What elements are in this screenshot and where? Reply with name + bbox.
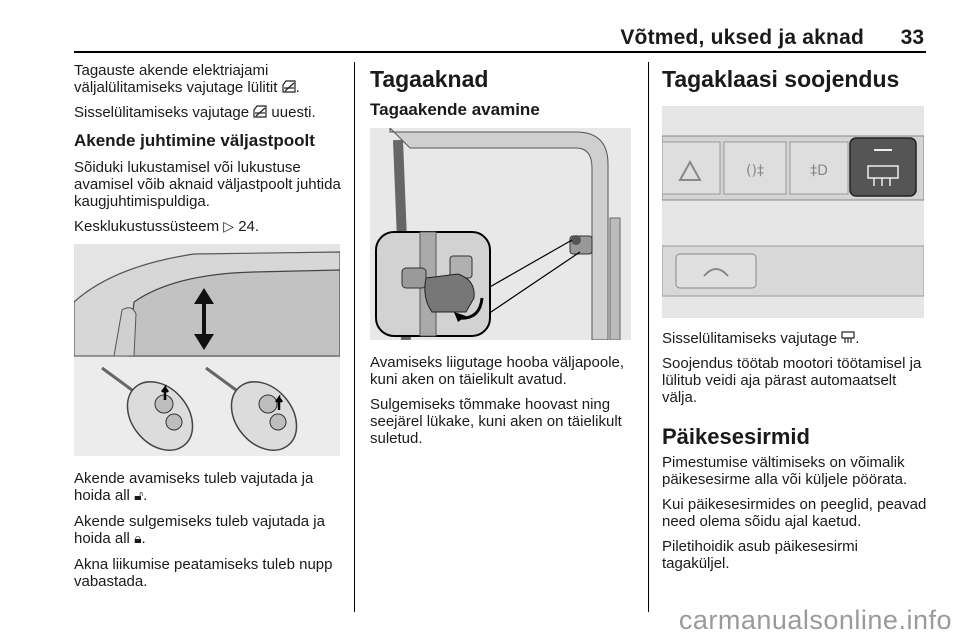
paragraph-central-locking-ref: Kesklukustussüsteem ▷ 24. (74, 218, 260, 235)
paragraph-turn-on-heating: Sisselülitamiseks vajutage . (662, 330, 860, 347)
heading-opening-rear-windows: Tagaakende avamine (370, 100, 540, 119)
paragraph-close-rear-window: Sulgemiseks tõmmake hoovast ning seejärel lükake, kuni aken on täielikult suletud. (370, 396, 622, 447)
header-rule (74, 51, 926, 53)
paragraph-open-windows: Akende avamiseks tuleb vajutada ja hoida all 🔓︎. (74, 470, 314, 504)
paragraph-sun-visors-glare: Pimestumise vältimiseks on võimalik päikesesirme alla või küljele pöörata. (662, 454, 908, 488)
svg-text:()‡: ()‡ (746, 163, 764, 179)
unlock-icon: 🔓︎ (134, 488, 144, 504)
paragraph-open-rear-window: Avamiseks liigutage hooba väljapoole, kuni aken on täielikult avatud. (370, 354, 625, 388)
heading-rear-window-heating: Tagaklaasi soojendus (662, 66, 900, 92)
column-divider-1 (354, 62, 355, 612)
paragraph-sun-visors-mirrors: Kui päikesesirmides on peeglid, peavad need olema sõidu ajal kaetud. (662, 496, 927, 530)
window-lock-icon (253, 105, 267, 118)
paragraph-heating-auto-off: Soojendus töötab mootori töötamisel ja lülitub veidi aja pärast automaatselt välja. (662, 355, 922, 406)
rear-window-latch-illustration (370, 128, 631, 340)
paragraph-stop-window: Akna liikumise peatamiseks tuleb nupp vabastada. (74, 556, 333, 590)
heading-outside-control: Akende juhtimine väljastpoolt (74, 131, 315, 150)
svg-text:‡D: ‡D (810, 163, 828, 179)
paragraph-disable-rear-windows: Tagauste akende elektriajami väljalülitamiseks vajutage lülitit . (74, 62, 300, 96)
column-1 (74, 62, 342, 598)
paragraph-enable: Sisselülitamiseks vajutage uuesti. (74, 104, 316, 121)
column-3 (662, 62, 928, 580)
paragraph-remote-control: Sõiduki lukustamisel või lukustuse avamisel võib aknaid väljastpoolt juhtida kaugjuhtimispuldiga. (74, 159, 341, 210)
column-divider-2 (648, 62, 649, 612)
window-lock-icon (282, 80, 296, 93)
rear-defrost-icon (841, 331, 855, 344)
reference-arrow-icon: ▷ (223, 219, 235, 235)
rear-defrost-switch-illustration (662, 106, 924, 318)
heading-rear-windows: Tagaaknad (370, 66, 489, 92)
column-2 (370, 62, 635, 455)
lock-icon: 🔒︎ (134, 531, 142, 547)
remote-window-illustration (74, 244, 340, 456)
page-header-title: Võtmed, uksed ja aknad (620, 26, 864, 49)
heading-sun-visors: Päikesesirmid (662, 424, 810, 449)
watermark: carmanualsonline.info (678, 605, 952, 635)
page-number: 33 (900, 26, 924, 49)
paragraph-close-windows: Akende sulgemiseks tuleb vajutada ja hoida all 🔒︎. (74, 513, 325, 547)
paragraph-ticket-holder: Piletihoidik asub päikesesirmi tagaküljel. (662, 538, 858, 572)
